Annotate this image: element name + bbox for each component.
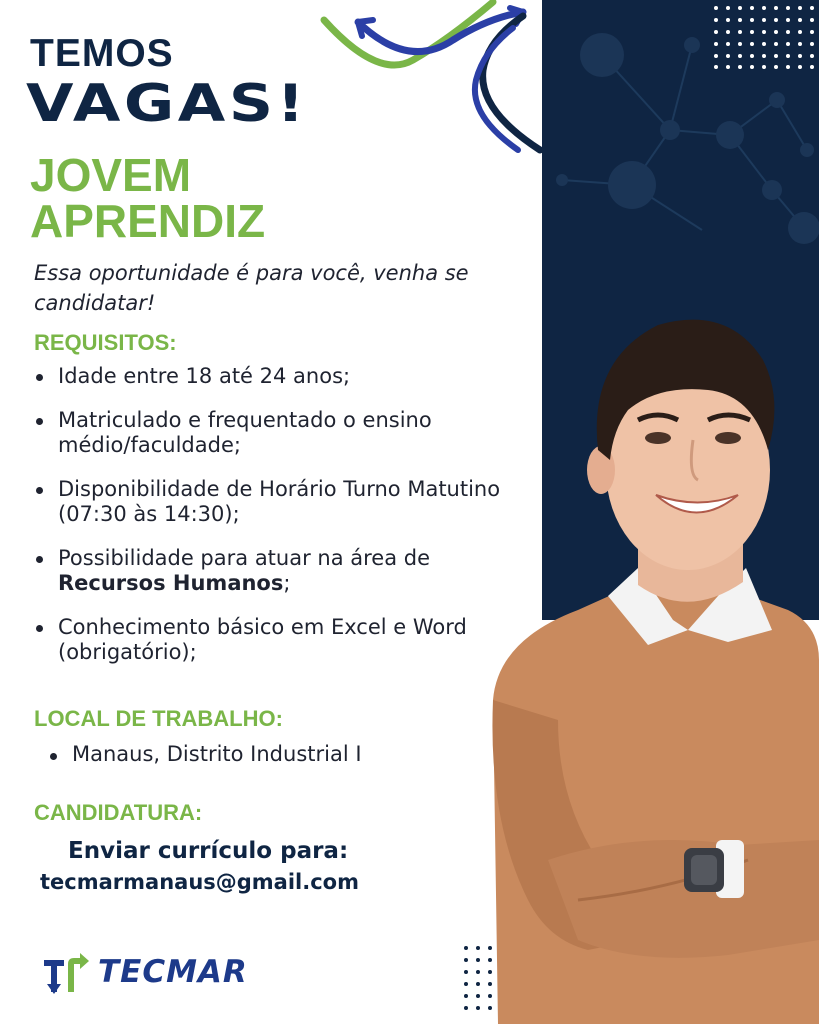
requirement-text: Disponibilidade de Horário Turno Matutino (07:30 às 14:30);: [58, 477, 501, 526]
position-title-line2: APRENDIZ: [30, 195, 266, 247]
requirement-text: Conhecimento básico em Excel e Word (obrigatório);: [58, 615, 467, 664]
headline-temos: TEMOS: [30, 32, 174, 75]
workplace-title: LOCAL DE TRABALHO:: [34, 706, 283, 731]
requirement-text: Idade entre 18 até 24 anos;: [58, 364, 351, 388]
application-instruction: Enviar currículo para:: [68, 838, 349, 864]
requirement-item: [34, 615, 534, 665]
tagline: Essa oportunidade é para você, venha se candidatar!: [34, 261, 469, 315]
requirements-list: [34, 364, 534, 684]
requirement-text-end: ;: [283, 571, 291, 595]
requirements-title: REQUISITOS:: [34, 330, 177, 355]
headline-vagas: VAGAS!: [26, 74, 309, 134]
position-title-line1: JOVEM: [30, 149, 192, 201]
application-email: tecmarmanaus@gmail.com: [40, 870, 359, 894]
brand-name: TECMAR: [98, 954, 248, 990]
smiling-young-man-photo: [488, 300, 819, 1024]
dot-grid-icon: [712, 4, 816, 70]
decorative-arrows-icon: [318, 0, 548, 160]
application-title: CANDIDATURA:: [34, 800, 203, 825]
requirement-item: [34, 477, 534, 527]
requirement-text: Possibilidade para atuar na área de: [58, 546, 431, 570]
requirement-item: [34, 546, 534, 596]
requirement-item: [34, 364, 534, 389]
workplace-location: Manaus, Distrito Industrial I: [50, 742, 362, 766]
requirement-highlight: Recursos Humanos: [58, 571, 284, 595]
tecmar-logo-icon: [42, 950, 90, 996]
requirement-text: Matriculado e frequentado o ensino médio/faculdade;: [58, 408, 432, 457]
requirement-item: [34, 408, 534, 458]
